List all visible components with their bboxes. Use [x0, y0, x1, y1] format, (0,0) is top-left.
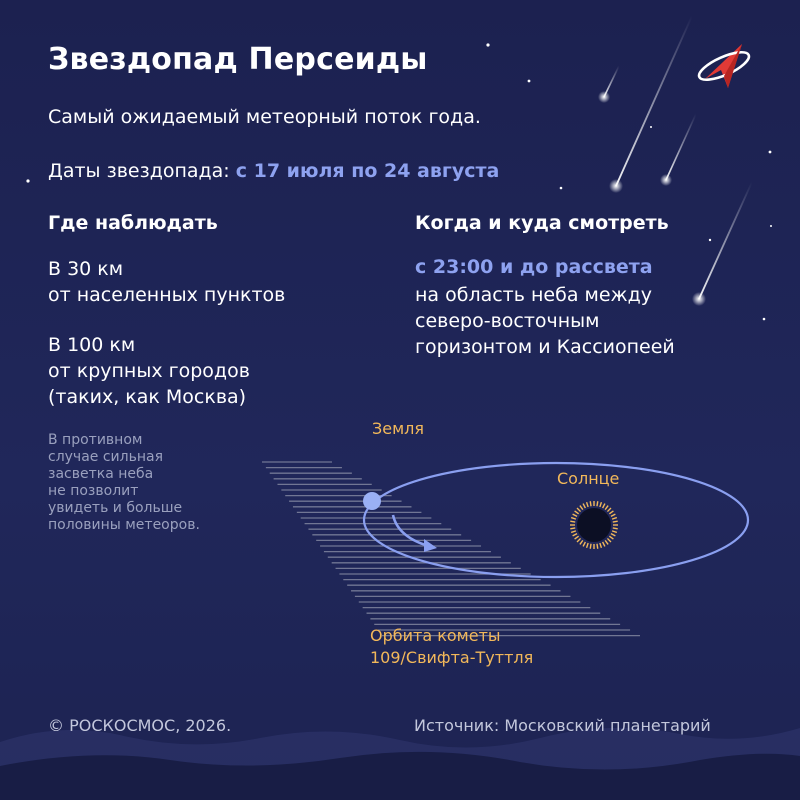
dates-line	[48, 160, 499, 182]
when-direction	[415, 282, 675, 360]
subtitle: Самый ожидаемый метеорный поток года.	[48, 106, 481, 128]
earth-icon	[363, 492, 381, 510]
earth-orbit	[364, 463, 748, 577]
note-line: не позволит	[48, 483, 139, 499]
when-line: северо-восточным	[415, 310, 600, 332]
sun-icon	[570, 501, 618, 549]
note-line: В противном	[48, 432, 143, 448]
note-line: засветка неба	[48, 466, 154, 482]
note-line: увидеть и больше	[48, 500, 183, 516]
comet-label-line: Орбита кометы	[370, 626, 501, 645]
page-title: Звездопад Персеиды	[48, 42, 428, 77]
source-credit: Источник: Московский планетарий	[414, 716, 711, 735]
where-line: от населенных пунктов	[48, 284, 286, 306]
sun-label: Солнце	[557, 469, 620, 488]
comet-orbit-label	[370, 625, 533, 669]
light-pollution-note	[48, 432, 200, 534]
dates-label: Даты звездопада:	[48, 160, 236, 182]
when-line: на область неба между	[415, 284, 653, 306]
where-line: (таких, как Москва)	[48, 386, 247, 408]
note-line: половины метеоров.	[48, 517, 200, 533]
note-line: случае сильная	[48, 449, 163, 465]
where-distance-2	[48, 332, 250, 410]
when-time: с 23:00 и до рассвета	[415, 256, 653, 278]
where-line: В 30 км	[48, 258, 124, 280]
dates-value: с 17 июля по 24 августа	[235, 160, 500, 182]
where-heading: Где наблюдать	[48, 212, 218, 234]
when-heading: Когда и куда смотреть	[415, 212, 669, 234]
where-distance-1	[48, 256, 285, 308]
copyright: © РОСКОСМОС, 2026.	[48, 716, 232, 735]
when-line: горизонтом и Кассиопеей	[415, 336, 675, 358]
where-line: от крупных городов	[48, 360, 250, 382]
earth-label: Земля	[372, 419, 425, 438]
comet-label-line: 109/Свифта-Туттля	[370, 648, 534, 667]
comet-orbit-band	[262, 462, 640, 636]
where-line: В 100 км	[48, 334, 136, 356]
